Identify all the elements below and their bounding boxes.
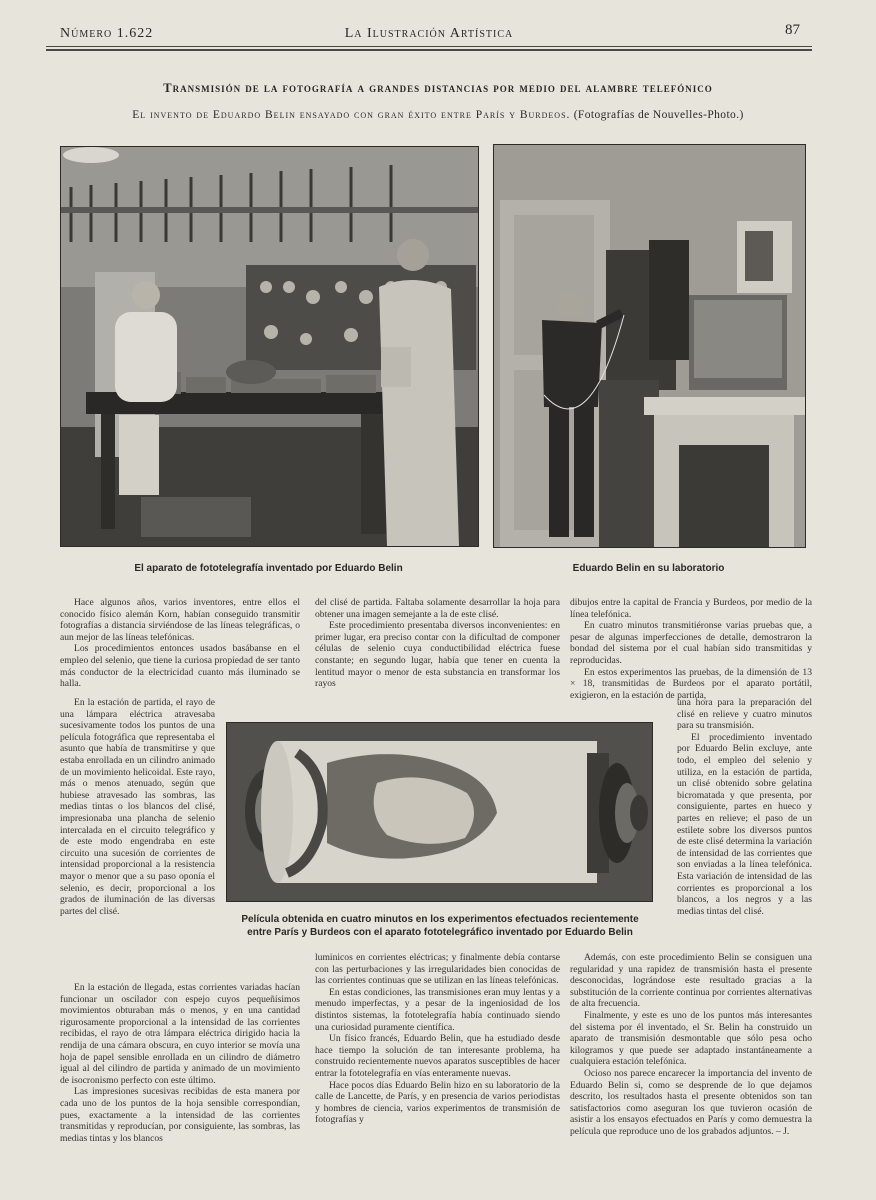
- text-column-1-top: [60, 597, 300, 690]
- text-column-1-narrow: [60, 697, 215, 917]
- paragraph: El procedimiento inventado por Eduardo Belin excluye, ante todo, el empleo del selenio y utiliza, en la estación de partida, un clisé obtenido sobre gelatina bicromatada y que presenta, por consiguiente, partes en hueco y partes en relieve; el paso de un estilete sobre los diversos puntos de este clisé determina la variación de intensidad de las corrientes que son enviadas a la línea telefónica. Esta variación de intensidad de las corrientes es proporcional a los blancos, a los negros y a las medias tintas del clisé.: [677, 731, 812, 917]
- paragraph: En la estación de llegada, estas corrientes variadas hacían funcionar un oscilador con espejo cuyos pequeñísimos movimientos obturaban más o menos, y en una cantidad rigurosamente proporcional a la intensidad de las corrientes recibidas, el rayo de otra lámpara eléctrica dirigido hacia la rendija de una cámara obscura, en cuyo interior se movía una hoja de papel sensible enrollada en un cilindro de diámetro igual al del cilindro de partida y animado de un movimiento de isocronismo perfecto con este último.: [60, 982, 300, 1086]
- caption-film-line-1: Película obtenida en cuatro minutos en los experimentos efectuados recientemente: [241, 914, 639, 925]
- paragraph: En cuatro minutos transmitiéronse varias pruebas que, a pesar de algunas imperfecciones de detalle, demostraron la bondad del sistema por el cual habían sido transmitidas y reproducidas.: [570, 620, 812, 666]
- photo-film-cylinder: [226, 722, 653, 902]
- paragraph: dibujos entre la capital de Francia y Burdeos, por medio de la línea telefónica.: [570, 597, 812, 620]
- paragraph: Las impresiones sucesivas recibidas de esta manera por cada uno de los puntos de la hoja sensible correspondían, pues, exactamente a la intensidad de las corrientes transmitidas y reproducían, por consiguiente, las sombras, las medias tintas y los blancos: [60, 1086, 300, 1144]
- article-subtitle: [60, 109, 816, 121]
- text-column-3-narrow: [677, 697, 812, 917]
- masthead: La Ilustración Artística: [344, 26, 514, 41]
- photo-belin-laboratory: [493, 144, 806, 548]
- paragraph: luminicos en corrientes eléctricas; y finalmente debía contarse con las perturbaciones y las irregularidades bien conocidas de las corrientes continuas que se utilizan en las líneas telefónicas.: [315, 952, 560, 987]
- paragraph: Hace algunos años, varios inventores, entre ellos el conocido físico alemán Korn, habían conseguido transmitir fotografías a distancia sirviéndose de las líneas telegráficas, o aun mejor de las líneas telefónicas.: [60, 597, 300, 643]
- article-title: Transmisión de la fotografía a grandes distancias por medio del alambre telefónico: [163, 81, 713, 95]
- page-number: 87: [785, 22, 800, 38]
- paragraph: Los procedimientos entonces usados basábanse en el empleo del selenio, que tiene la curiosa propiedad de ser tanto más conductor de la electricidad cuanto más iluminado se halla.: [60, 643, 300, 690]
- caption-apparatus: El aparato de fototelegrafía inventado por Eduardo Belin: [134, 563, 403, 574]
- paragraph: Un físico francés, Eduardo Belin, que ha estudiado desde hace tiempo la solución de tan interesante problema, ha construido recientemente nuevos aparatos susceptibles de hacer entrar la fototelegrafía en vías enteramente nuevas.: [315, 1033, 560, 1079]
- paragraph: Este procedimiento presentaba diversos inconvenientes: en primer lugar, era preciso contar con la dificultad de componer células de selenio cuya conductibilidad eléctrica fuese constante; en segundo lugar, había que tener en cuenta la lentitud mayor o menor de esta substancia en transformar los rayos: [315, 620, 560, 690]
- caption-film: [210, 913, 670, 939]
- photo-apparatus: [60, 146, 479, 547]
- text-column-1-bottom: [60, 982, 300, 1144]
- text-column-2-bottom: [315, 952, 560, 1126]
- header-rule: [46, 46, 812, 47]
- paragraph: En estas condiciones, las transmisiones eran muy lentas y a menudo imperfectas, y a pesar de la ingeniosidad de los distintos sistemas, la fototelegrafía había continuado siendo una curiosidad puramente científica.: [315, 986, 560, 1033]
- issue-number: Número 1.622: [60, 26, 154, 41]
- paragraph: Finalmente, y este es uno de los puntos más interesantes del sistema por él inventado, el Sr. Belin ha construido un aparato de transmisión desmontable que sólo pesa ocho kilogramos y que puede ser adaptado instantáneamente a cualquiera estación telefónica.: [570, 1009, 812, 1068]
- paragraph: En la estación de partida, el rayo de una lámpara eléctrica atravesaba sucesivamente todos los puntos de una película fotográfica que representaba el asunto que había de transmitirse y que estaba enrollada en un cilindro animado de un movimiento helicoidal. Este rayo, más o menos atenuado, según que hubiese atravesado las sombras, las medias tintas o los blancos del clisé, impresionaba una plancha de selenio intercalada en el circuito telegráfico y de este modo engendraba en este circuito una sucesión de corrientes de intensidad proporcional a la resistencia mayor o menor que a su paso oponía el selenio, es decir, proporcional a los grados de iluminación de las diversas partes del clisé.: [60, 697, 215, 917]
- header-rule-thick: [46, 49, 812, 51]
- text-column-3-top: [570, 597, 812, 701]
- paragraph: una hora para la preparación del clisé en relieve y cuatro minutos para su transmisión.: [677, 697, 812, 732]
- paragraph: En estos experimentos las pruebas, de la dimensión de 13 × 18, transmitidas de Burdeos por el aparato portátil, exigieron, en la estación de partida,: [570, 666, 812, 701]
- caption-belin: Eduardo Belin en su laboratorio: [572, 563, 725, 574]
- paragraph: Además, con este procedimiento Belin se consiguen una regularidad y una rapidez de transmisión hasta el presente desconocidas, lográndose este resultado gracias a la substitución de la corriente continua por corrientes alternativas de alta frecuencia.: [570, 952, 812, 1010]
- subtitle-text: El invento de Eduardo Belin ensayado con gran éxito entre París y Burdeos.: [132, 109, 571, 121]
- text-column-3-bottom: [570, 952, 812, 1138]
- paragraph: del clisé de partida. Faltaba solamente desarrollar la hoja para obtener una imagen semejante a la de este clisé.: [315, 597, 560, 620]
- text-column-2-top: [315, 597, 560, 690]
- paragraph: Ocioso nos parece encarecer la importancia del invento de Eduardo Belin si, como se desprende de lo que dejamos descrito, los resultados hasta el presente obtenidos son tan satisfactorios como aseguran los que tuvieron ocasión de asistir a los ensayos efectuados en París y como demuestra la película que reproduce uno de los grabados adjuntos. – J.: [570, 1067, 812, 1137]
- running-header: [46, 22, 812, 44]
- photo-credit: (Fotografías de Nouvelles-Photo.): [573, 109, 744, 121]
- caption-film-line-2: entre París y Burdeos con el aparato fototelegráfico inventado por Eduardo Belin: [247, 927, 633, 938]
- paragraph: Hace pocos días Eduardo Belin hizo en su laboratorio de la calle de Lancette, de París, y en presencia de varios periodistas y hombres de ciencia, varios experimentos de transmisión de fotografías y: [315, 1079, 560, 1126]
